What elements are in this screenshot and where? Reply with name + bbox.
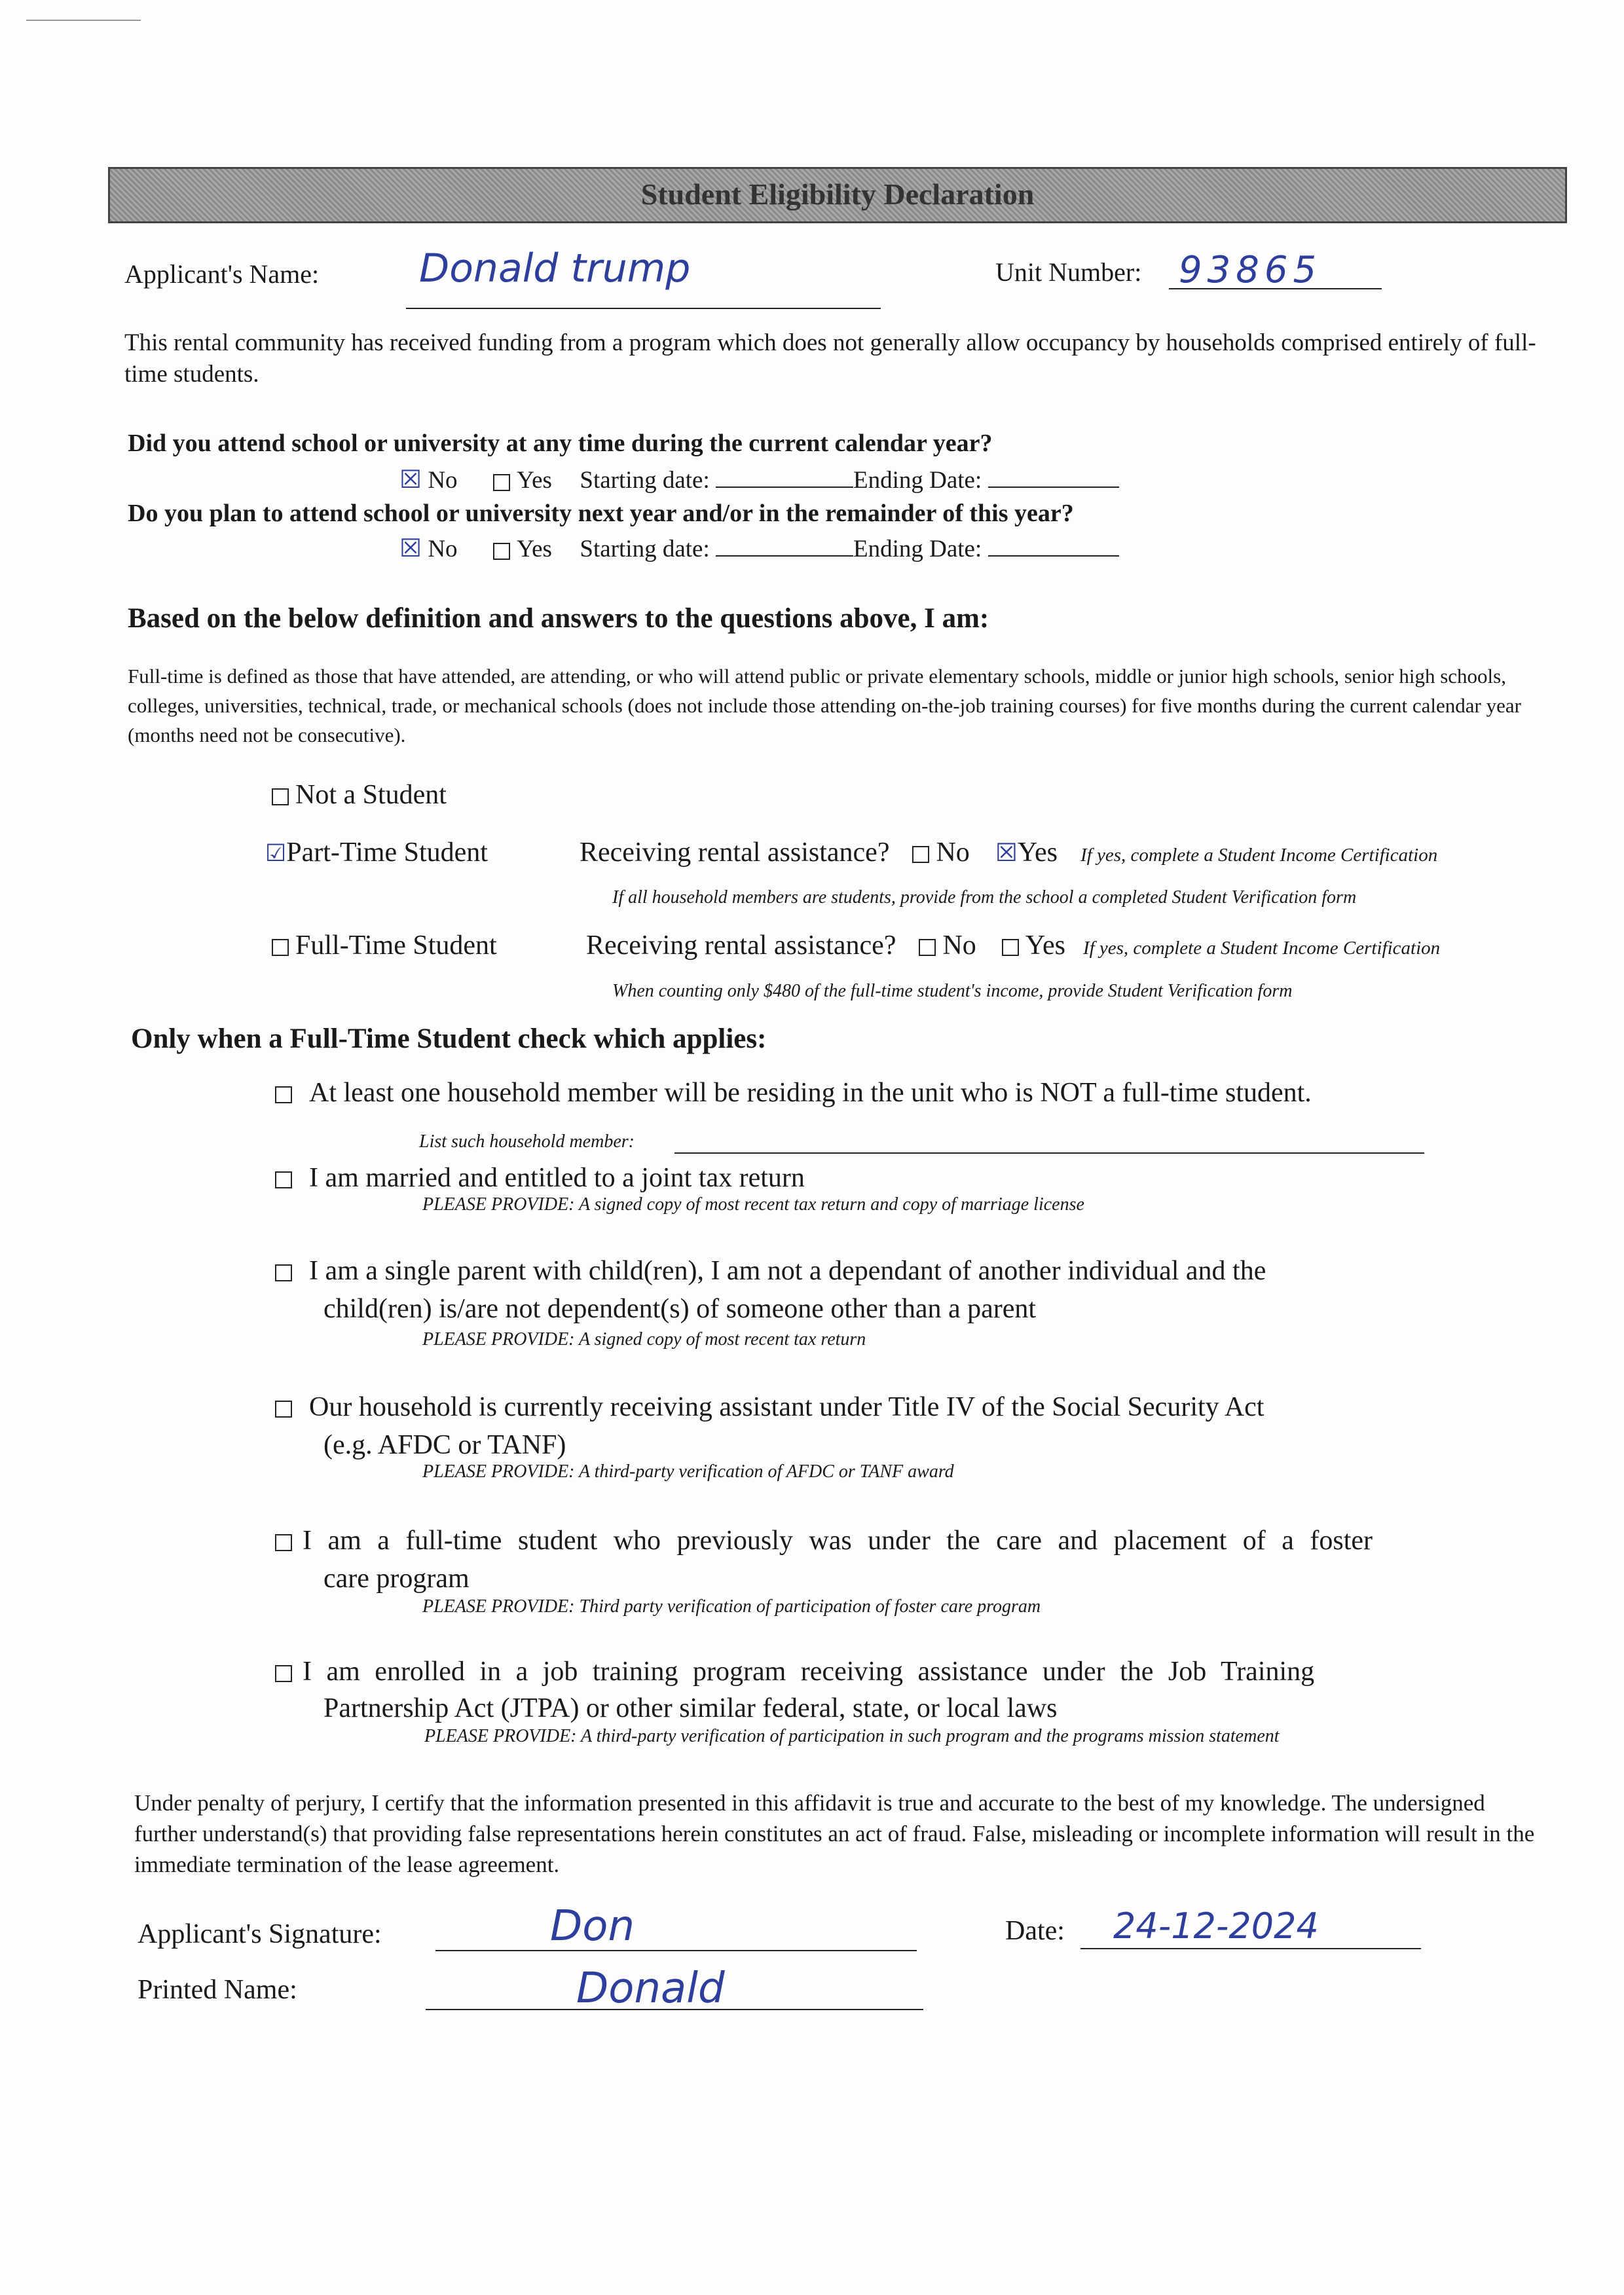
part-time-certification-note: If yes, complete a Student Income Certification bbox=[1080, 845, 1438, 866]
full-time-checkbox[interactable] bbox=[272, 939, 289, 956]
option-2-provide: PLEASE PROVIDE: A signed copy of most recent tax return and copy of marriage license bbox=[422, 1194, 1084, 1215]
option-1-list-label: List such household member: bbox=[419, 1131, 635, 1152]
date-line bbox=[1080, 1948, 1421, 1949]
q2-no-checked-icon[interactable]: ☒ bbox=[399, 534, 422, 562]
full-time-label: Full-Time Student bbox=[295, 930, 497, 961]
signature-label: Applicant's Signature: bbox=[138, 1919, 382, 1949]
full-time-assistance-no-checkbox[interactable] bbox=[919, 939, 936, 956]
question-2: Do you plan to attend school or university next year and/or in the remainder of this year? bbox=[128, 500, 1074, 527]
printed-name-label: Printed Name: bbox=[138, 1975, 297, 2005]
intro-text: This rental community has received funding from a program which does not generally allow occupancy by households comprised entirely of full-time students. bbox=[124, 329, 1536, 388]
option-5-provide: PLEASE PROVIDE: Third party verification of participation of foster care program bbox=[422, 1596, 1041, 1617]
q2-yes-label: Yes bbox=[517, 536, 552, 562]
full-time-note: When counting only $480 of the full-time student's income, provide Student Verification form bbox=[612, 981, 1293, 1001]
only-when-heading: Only when a Full-Time Student check which applies: bbox=[131, 1023, 767, 1054]
q1-starting-date-field[interactable] bbox=[716, 486, 853, 488]
signature-value[interactable]: Don bbox=[550, 1902, 635, 1951]
option-married[interactable] bbox=[275, 1159, 805, 1197]
title-banner bbox=[108, 167, 1567, 223]
part-time-assistance bbox=[580, 837, 1437, 868]
not-student-label: Not a Student bbox=[295, 780, 447, 810]
option-job-training[interactable] bbox=[275, 1653, 1314, 1691]
full-time-assistance-yes-checkbox[interactable] bbox=[1002, 939, 1019, 956]
applicant-name-value[interactable]: Donald trump bbox=[419, 246, 691, 291]
option-5-checkbox[interactable] bbox=[275, 1534, 292, 1551]
q2-starting-date-label: Starting date: bbox=[580, 536, 710, 562]
option-6-provide: PLEASE PROVIDE: A third-party verification of participation in such program and the programs mission statement bbox=[424, 1726, 1280, 1746]
option-1-checkbox[interactable] bbox=[275, 1086, 292, 1103]
option-1-text: At least one household member will be residing in the unit who is NOT a full-time student. bbox=[309, 1078, 1312, 1108]
full-time-certification-note: If yes, complete a Student Income Certification bbox=[1082, 938, 1441, 959]
applicant-name-line bbox=[406, 308, 881, 309]
option-6-text-line-1: I am enrolled in a job training program receiving assistance under the Job Training bbox=[303, 1657, 1315, 1687]
q1-yes-label: Yes bbox=[517, 467, 552, 494]
option-3-provide: PLEASE PROVIDE: A signed copy of most recent tax return bbox=[422, 1329, 866, 1349]
option-5-text-line-1: I am a full-time student who previously was under the care and placement of a foster bbox=[303, 1526, 1373, 1556]
option-6-checkbox[interactable] bbox=[275, 1665, 292, 1682]
option-1-list-line[interactable] bbox=[674, 1152, 1424, 1154]
q1-no-checked-icon[interactable]: ☒ bbox=[399, 465, 422, 494]
q2-yes-checkbox[interactable] bbox=[493, 543, 510, 560]
form-title: Student Eligibility Declaration bbox=[640, 177, 1035, 211]
part-time-option[interactable] bbox=[265, 837, 488, 868]
part-time-assistance-question: Receiving rental assistance? bbox=[580, 837, 890, 868]
signature-line bbox=[435, 1950, 917, 1951]
option-5-text-line-2: care program bbox=[323, 1564, 470, 1594]
option-3-text-line-1: I am a single parent with child(ren), I am not a dependant of another individual and the bbox=[309, 1256, 1266, 1286]
question-2-answers bbox=[399, 534, 1119, 563]
option-3-text-line-2: child(ren) is/are not dependent(s) of someone other than a parent bbox=[323, 1294, 1037, 1324]
full-time-option[interactable] bbox=[272, 930, 497, 961]
option-3-checkbox[interactable] bbox=[275, 1264, 292, 1281]
unit-number-value[interactable]: 93865 bbox=[1179, 249, 1322, 291]
part-time-note: If all household members are students, provide from the school a completed Student Verification form bbox=[612, 887, 1357, 908]
option-4-text-line-2: (e.g. AFDC or TANF) bbox=[323, 1430, 566, 1460]
full-time-assistance-question: Receiving rental assistance? bbox=[586, 930, 896, 961]
full-time-assistance bbox=[586, 930, 1440, 961]
printed-name-value[interactable]: Donald bbox=[576, 1964, 725, 2013]
option-single-parent[interactable] bbox=[275, 1252, 1266, 1290]
part-time-checked-icon[interactable]: ☑ bbox=[265, 840, 287, 867]
option-4-provide: PLEASE PROVIDE: A third-party verification of AFDC or TANF award bbox=[422, 1461, 954, 1482]
q1-ending-date-label: Ending Date: bbox=[853, 467, 982, 494]
not-student-option[interactable] bbox=[272, 779, 447, 811]
question-1-answers bbox=[399, 465, 1119, 494]
unit-number-label: Unit Number: bbox=[995, 257, 1142, 287]
option-2-checkbox[interactable] bbox=[275, 1171, 292, 1188]
q2-ending-date-field[interactable] bbox=[988, 555, 1119, 557]
question-1: Did you attend school or university at any time during the current calendar year? bbox=[128, 430, 993, 457]
q1-starting-date-label: Starting date: bbox=[580, 467, 710, 494]
full-time-assistance-no-label: No bbox=[942, 930, 976, 961]
option-4-checkbox[interactable] bbox=[275, 1401, 292, 1418]
q2-starting-date-field[interactable] bbox=[716, 555, 853, 557]
option-4-text-line-1: Our household is currently receiving assistant under Title IV of the Social Security Act bbox=[309, 1392, 1264, 1422]
option-6-text-line-2: Partnership Act (JTPA) or other similar federal, state, or local laws bbox=[323, 1693, 1058, 1723]
full-time-assistance-yes-label: Yes bbox=[1025, 930, 1065, 961]
part-time-assistance-yes-checked-icon[interactable]: ☒ bbox=[995, 838, 1018, 867]
q1-ending-date-field[interactable] bbox=[988, 486, 1119, 488]
option-non-student-member[interactable] bbox=[275, 1074, 1312, 1112]
full-time-definition: Full-time is defined as those that have attended, are attending, or who will attend public or private elementary schools, middle or junior high schools, senior high schools, colleges, universities, technical, trade, or mechanical schools (does not include those attending on-the-job training courses) for five months during the current calendar year (months need not be consecutive). bbox=[128, 665, 1521, 746]
q1-yes-checkbox[interactable] bbox=[493, 474, 510, 491]
q1-no-label: No bbox=[428, 467, 458, 494]
date-value[interactable]: 24-12-2024 bbox=[1113, 1905, 1319, 1947]
q2-no-label: No bbox=[428, 536, 458, 562]
part-time-assistance-no-label: No bbox=[936, 837, 970, 868]
date-label: Date: bbox=[1005, 1916, 1065, 1946]
applicant-name-label: Applicant's Name: bbox=[124, 259, 320, 289]
part-time-assistance-yes-label: Yes bbox=[1017, 837, 1058, 868]
option-2-text: I am married and entitled to a joint tax return bbox=[309, 1163, 805, 1193]
q2-ending-date-label: Ending Date: bbox=[853, 536, 982, 562]
based-on-heading: Based on the below definition and answers to the questions above, I am: bbox=[128, 603, 989, 634]
part-time-label: Part-Time Student bbox=[286, 837, 488, 868]
option-title-iv[interactable] bbox=[275, 1388, 1264, 1426]
part-time-assistance-no-checkbox[interactable] bbox=[912, 846, 929, 863]
option-foster-care[interactable] bbox=[275, 1522, 1373, 1560]
perjury-statement: Under penalty of perjury, I certify that the information presented in this affidavit is true and accurate to the best of my knowledge. The undersigned further understand(s) that providing false representations herein constitutes an act of fraud. False, misleading or incomplete information will result in the immediate termination of the lease agreement. bbox=[134, 1790, 1535, 1877]
not-student-checkbox[interactable] bbox=[272, 788, 289, 805]
scan-artifact-line bbox=[26, 20, 141, 21]
